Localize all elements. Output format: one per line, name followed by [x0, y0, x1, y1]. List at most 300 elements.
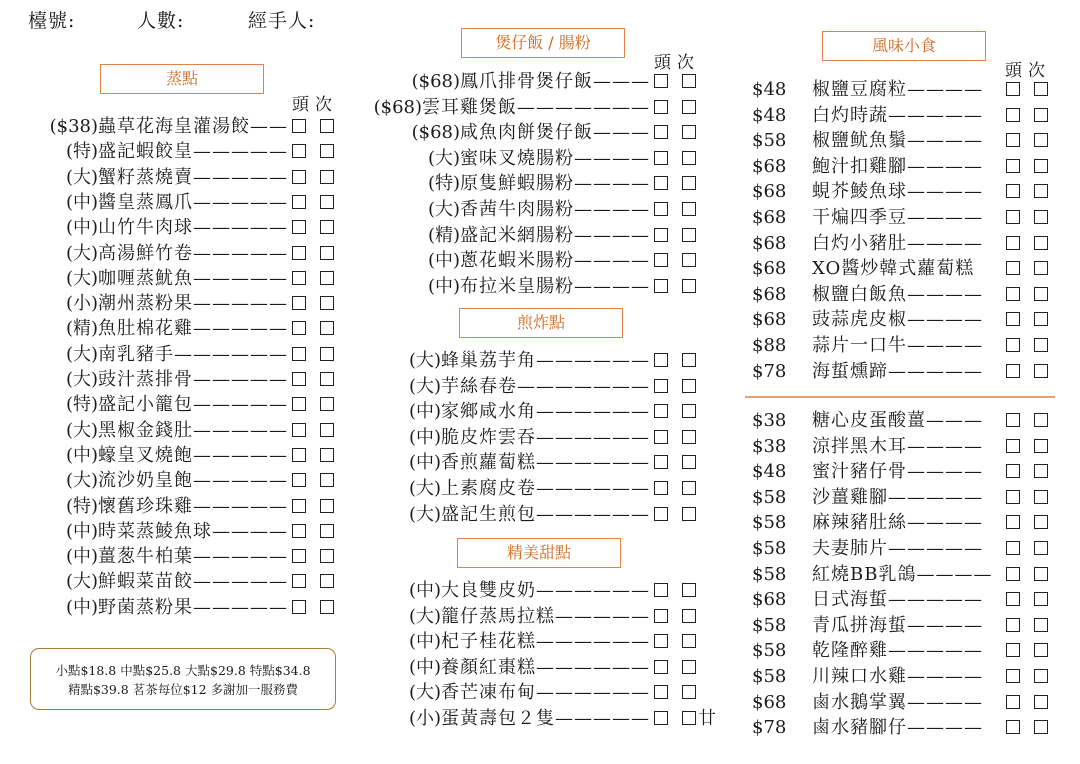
- first-round-checkbox[interactable]: [1006, 695, 1020, 709]
- table-number-label: 檯號:: [28, 10, 76, 32]
- menu-item: [752, 434, 1062, 459]
- menu-item-name: [812, 715, 983, 740]
- first-round-checkbox[interactable]: [1006, 133, 1020, 147]
- first-round-checkbox[interactable]: [654, 660, 668, 674]
- second-round-checkbox[interactable]: [682, 711, 696, 725]
- menu-item-text: [409, 655, 650, 680]
- menu-item: [366, 399, 706, 424]
- first-round-checkbox[interactable]: [292, 119, 306, 133]
- first-round-checkbox[interactable]: [1006, 261, 1020, 275]
- second-round-checkbox[interactable]: [1034, 541, 1048, 555]
- menu-item-name: 時菜蒸鯪魚球: [98, 520, 212, 542]
- first-round-checkbox[interactable]: [654, 125, 668, 139]
- first-round-checkbox[interactable]: [1006, 210, 1020, 224]
- menu-item-name: 鳳爪排骨煲仔飯: [460, 71, 593, 92]
- second-round-checkbox[interactable]: [1034, 643, 1048, 657]
- section-title-snacks: 風味小食: [822, 31, 986, 61]
- menu-item-name: 布拉米皇腸粉: [460, 275, 574, 297]
- menu-item-name-text: 蜆芥鯪魚球: [812, 181, 907, 203]
- menu-item: [366, 629, 706, 654]
- menu-item-prefix: (大): [408, 605, 441, 627]
- first-round-header: 頭: [292, 95, 315, 115]
- menu-item-text: [66, 367, 288, 392]
- menu-item-name-text: 紅燒BB乳鴿: [812, 563, 917, 585]
- menu-item: [28, 114, 348, 139]
- first-round-checkbox[interactable]: [654, 455, 668, 469]
- menu-item: [752, 282, 1062, 307]
- first-round-checkbox[interactable]: [292, 549, 306, 563]
- second-round-checkbox[interactable]: [1034, 236, 1048, 250]
- menu-item-prefix: ($68): [411, 122, 460, 144]
- menu-item-leader: —————: [193, 318, 288, 340]
- second-round-checkbox[interactable]: [1034, 592, 1048, 606]
- second-round-checkbox[interactable]: [682, 507, 696, 521]
- menu-item-leader: ————: [907, 435, 983, 457]
- first-round-checkbox[interactable]: [654, 151, 668, 165]
- menu-item-name: 豉汁蒸排骨: [98, 369, 193, 390]
- menu-item-name: 香芒凍布甸: [441, 682, 536, 704]
- menu-item-leader: —————: [193, 242, 288, 264]
- menu-item-text: [428, 146, 650, 171]
- first-round-checkbox[interactable]: [292, 246, 306, 260]
- menu-item: [752, 307, 1062, 332]
- menu-item-prefix: (大): [65, 267, 98, 289]
- second-round-checkbox[interactable]: [682, 404, 696, 418]
- second-round-checkbox[interactable]: [320, 321, 334, 335]
- first-round-checkbox[interactable]: [292, 347, 306, 361]
- second-round-checkbox[interactable]: [320, 246, 334, 260]
- second-round-checkbox[interactable]: [320, 119, 334, 133]
- first-round-checkbox[interactable]: [654, 634, 668, 648]
- menu-item-text: [66, 392, 288, 417]
- second-round-checkbox[interactable]: [1034, 669, 1048, 683]
- menu-item: [752, 408, 1062, 433]
- second-round-checkbox[interactable]: [1034, 108, 1048, 122]
- first-round-checkbox[interactable]: [1006, 338, 1020, 352]
- second-round-checkbox[interactable]: [320, 220, 334, 234]
- menu-item-price: $48: [752, 79, 787, 100]
- claypot-items-list: [366, 69, 706, 299]
- menu-item: [28, 569, 348, 594]
- first-round-checkbox[interactable]: [1006, 515, 1020, 529]
- menu-item-name-text: XO醬炒韓式蘿蔔糕: [812, 258, 975, 280]
- second-round-checkbox[interactable]: [320, 423, 334, 437]
- second-round-checkbox[interactable]: [682, 74, 696, 88]
- menu-item-leader: ——————: [536, 503, 650, 525]
- menu-item: [28, 418, 348, 443]
- menu-item-name: 咸魚肉餅煲仔飯: [460, 122, 593, 144]
- first-round-checkbox[interactable]: [654, 253, 668, 267]
- second-round-checkbox[interactable]: [320, 347, 334, 361]
- first-round-checkbox[interactable]: [654, 279, 668, 293]
- menu-item-leader: ——————: [536, 580, 650, 601]
- section-title-dessert: 精美甜點: [457, 538, 621, 568]
- second-round-checkbox[interactable]: [682, 253, 696, 267]
- menu-item-text: [409, 348, 650, 373]
- menu-item-leader: ——————: [174, 343, 288, 365]
- menu-item-name: [812, 613, 983, 638]
- menu-item-text: [428, 171, 650, 196]
- section-title-fried: 煎炸點: [459, 308, 623, 338]
- menu-item-text: [66, 215, 288, 240]
- menu-item-leader: —————: [193, 191, 288, 213]
- menu-item-leader: ——————: [536, 631, 650, 653]
- second-round-checkbox[interactable]: [1034, 159, 1048, 173]
- first-round-checkbox[interactable]: [292, 271, 306, 285]
- menu-item-prefix: (大): [65, 571, 98, 593]
- menu-item-price: $58: [752, 666, 787, 687]
- second-round-checkbox[interactable]: [320, 524, 334, 538]
- menu-item-name-text: 麻辣豬肚絲: [812, 512, 907, 534]
- menu-item-name-text: 乾隆醉雞: [812, 640, 888, 662]
- first-round-checkbox[interactable]: [1006, 618, 1020, 632]
- menu-item-text: [66, 241, 288, 266]
- menu-item-name: [812, 510, 983, 535]
- menu-item-name: 雲耳雞煲飯: [422, 96, 517, 118]
- second-round-checkbox[interactable]: [682, 685, 696, 699]
- second-round-checkbox[interactable]: [682, 609, 696, 623]
- menu-item-leader: ——————: [536, 426, 650, 448]
- first-round-checkbox[interactable]: [654, 228, 668, 242]
- second-round-checkbox[interactable]: [320, 144, 334, 158]
- first-round-checkbox[interactable]: [1006, 490, 1020, 504]
- menu-item-name: 流沙奶皇飽: [98, 470, 193, 492]
- second-round-checkbox[interactable]: [1034, 439, 1048, 453]
- second-round-checkbox[interactable]: [320, 549, 334, 563]
- menu-item-prefix: (中): [408, 631, 441, 653]
- second-round-checkbox[interactable]: [1034, 261, 1048, 275]
- menu-item-price: $48: [752, 461, 787, 483]
- second-round-checkbox[interactable]: [1034, 338, 1048, 352]
- menu-item-leader: —————: [193, 596, 288, 618]
- checkbox-headers-steamed: [292, 90, 338, 115]
- second-round-checkbox[interactable]: [1034, 133, 1048, 147]
- second-round-checkbox[interactable]: [1034, 210, 1048, 224]
- first-round-checkbox[interactable]: [1006, 159, 1020, 173]
- second-round-checkbox[interactable]: [682, 202, 696, 216]
- menu-item: [752, 536, 1062, 561]
- menu-item-name-text: 日式海蜇: [812, 589, 888, 611]
- menu-item-text: [66, 468, 288, 493]
- menu-item-prefix: (大): [408, 682, 441, 704]
- menu-item-text: [428, 274, 650, 299]
- menu-item-name: [812, 179, 983, 204]
- first-round-checkbox[interactable]: [1006, 364, 1020, 378]
- people-count-label: 人數:: [137, 10, 185, 32]
- first-round-checkbox[interactable]: [654, 379, 668, 393]
- first-round-checkbox[interactable]: [292, 220, 306, 234]
- menu-item-name: 蟹籽蒸燒賣: [98, 166, 193, 188]
- menu-item-leader: —————: [193, 546, 288, 568]
- menu-item-suffix: 廿: [698, 708, 716, 729]
- menu-item-price: $58: [752, 614, 787, 636]
- first-round-checkbox[interactable]: [292, 397, 306, 411]
- menu-item-prefix: (中): [65, 596, 98, 618]
- menu-item-leader: ————: [907, 283, 983, 305]
- first-round-checkbox[interactable]: [1006, 413, 1020, 427]
- first-round-checkbox[interactable]: [1006, 184, 1020, 198]
- first-round-checkbox[interactable]: [654, 74, 668, 88]
- menu-item-text: [66, 443, 288, 468]
- second-round-checkbox[interactable]: [1034, 515, 1048, 529]
- first-round-checkbox[interactable]: [654, 430, 668, 444]
- first-round-checkbox[interactable]: [292, 321, 306, 335]
- second-round-checkbox[interactable]: [682, 634, 696, 648]
- first-round-checkbox[interactable]: [654, 609, 668, 623]
- menu-item-leader: ————: [212, 520, 288, 542]
- menu-item-name: 蔥花蝦米腸粉: [460, 250, 574, 272]
- second-round-checkbox[interactable]: [682, 125, 696, 139]
- menu-item-leader: ————: [907, 666, 983, 687]
- second-round-checkbox[interactable]: [320, 271, 334, 285]
- second-round-header: 次: [1028, 61, 1051, 81]
- menu-item: [28, 266, 348, 291]
- first-round-checkbox[interactable]: [1006, 464, 1020, 478]
- second-round-checkbox[interactable]: [320, 574, 334, 588]
- menu-item-price: $38: [752, 435, 787, 457]
- menu-item-text: [66, 342, 288, 367]
- menu-item: [752, 510, 1062, 535]
- first-round-checkbox[interactable]: [654, 583, 668, 597]
- menu-item-price: $58: [752, 538, 787, 559]
- first-round-checkbox[interactable]: [292, 372, 306, 386]
- first-round-checkbox[interactable]: [1006, 82, 1020, 96]
- second-round-checkbox[interactable]: [1034, 413, 1048, 427]
- menu-item-leader: —————: [888, 486, 983, 508]
- first-round-checkbox[interactable]: [292, 448, 306, 462]
- menu-item-name-text: 椒鹽白飯魚: [812, 283, 907, 305]
- second-round-checkbox[interactable]: [320, 170, 334, 184]
- menu-item-leader: —————: [888, 104, 983, 126]
- first-round-checkbox[interactable]: [654, 685, 668, 699]
- second-round-checkbox[interactable]: [682, 100, 696, 114]
- handler-label: 經手人:: [248, 10, 316, 32]
- menu-item-name: [812, 408, 983, 433]
- menu-item-leader: —————: [193, 217, 288, 239]
- first-round-checkbox[interactable]: [654, 202, 668, 216]
- second-round-checkbox[interactable]: [320, 372, 334, 386]
- menu-item-name-text: 白灼時蔬: [812, 104, 888, 126]
- menu-item-prefix: (精): [427, 224, 460, 246]
- menu-item-text: [412, 69, 650, 94]
- menu-item-leader: ——————: [536, 452, 650, 474]
- second-round-checkbox[interactable]: [1034, 464, 1048, 478]
- menu-item-name: [812, 459, 983, 484]
- first-round-checkbox[interactable]: [1006, 439, 1020, 453]
- menu-item-prefix: (中): [408, 452, 441, 474]
- first-round-checkbox[interactable]: [1006, 643, 1020, 657]
- menu-item-name: 薑葱牛柏葉: [98, 546, 193, 568]
- menu-item-text: [66, 291, 288, 316]
- first-round-checkbox[interactable]: [292, 524, 306, 538]
- first-round-checkbox[interactable]: [1006, 312, 1020, 326]
- menu-item-text: [409, 450, 650, 475]
- first-round-checkbox[interactable]: [1006, 236, 1020, 250]
- second-round-checkbox[interactable]: [1034, 490, 1048, 504]
- menu-item: [28, 494, 348, 519]
- menu-item-leader: —————: [555, 708, 650, 729]
- menu-item: [366, 655, 706, 680]
- first-round-checkbox[interactable]: [1006, 567, 1020, 581]
- first-round-checkbox[interactable]: [292, 296, 306, 310]
- menu-item-text: [374, 95, 650, 120]
- menu-item: [366, 348, 706, 373]
- menu-item: [366, 248, 706, 273]
- menu-item-name: 醬皇蒸鳳爪: [98, 191, 193, 213]
- menu-item: [752, 256, 1062, 281]
- menu-item-name: [812, 77, 983, 102]
- menu-item-leader: ————: [907, 79, 983, 100]
- first-round-checkbox[interactable]: [654, 711, 668, 725]
- second-round-checkbox[interactable]: [1034, 82, 1048, 96]
- first-round-checkbox[interactable]: [654, 176, 668, 190]
- first-round-checkbox[interactable]: [292, 473, 306, 487]
- second-round-checkbox[interactable]: [682, 353, 696, 367]
- first-round-checkbox[interactable]: [292, 574, 306, 588]
- menu-item: [28, 443, 348, 468]
- menu-item-name-text: 干煸四季豆: [812, 207, 907, 228]
- menu-item-leader: —————: [193, 141, 288, 163]
- menu-item-prefix: (中): [427, 250, 460, 272]
- second-round-checkbox[interactable]: [1034, 287, 1048, 301]
- second-round-checkbox[interactable]: [682, 430, 696, 444]
- menu-item-leader: —————: [193, 267, 288, 289]
- menu-item-name: [812, 434, 983, 459]
- second-round-checkbox[interactable]: [682, 660, 696, 674]
- second-round-checkbox[interactable]: [682, 176, 696, 190]
- second-round-checkbox[interactable]: [682, 481, 696, 495]
- menu-item-price: $68: [752, 232, 787, 254]
- second-round-checkbox[interactable]: [1034, 312, 1048, 326]
- menu-item-name: [812, 256, 974, 281]
- second-round-checkbox[interactable]: [682, 228, 696, 242]
- menu-item-leader: ————: [907, 461, 983, 483]
- second-round-checkbox[interactable]: [1034, 364, 1048, 378]
- menu-item-text: [428, 197, 650, 222]
- second-round-checkbox[interactable]: [320, 195, 334, 209]
- menu-item-text: [66, 544, 288, 569]
- first-round-checkbox[interactable]: [654, 481, 668, 495]
- menu-item-leader: ————: [907, 335, 983, 356]
- second-round-checkbox[interactable]: [682, 151, 696, 165]
- menu-item-name: 香茜牛肉腸粉: [460, 199, 574, 220]
- menu-item-prefix: (大): [65, 166, 98, 188]
- menu-item-name: 鮮蝦菜苗餃: [98, 571, 193, 593]
- menu-item-name-text: 蒜片一口牛: [812, 335, 907, 356]
- menu-item-text: [409, 680, 650, 705]
- menu-item: [366, 450, 706, 475]
- first-round-checkbox[interactable]: [292, 423, 306, 437]
- snacks-group1-list: [752, 77, 1062, 382]
- menu-item: [752, 459, 1062, 484]
- menu-item-leader: ————: [907, 614, 983, 636]
- menu-item-name: 咖喱蒸魷魚: [98, 267, 193, 289]
- first-round-checkbox[interactable]: [292, 195, 306, 209]
- menu-item-text: [428, 248, 650, 273]
- second-round-checkbox[interactable]: [1034, 567, 1048, 581]
- second-round-checkbox[interactable]: [682, 279, 696, 293]
- menu-item: [752, 690, 1062, 715]
- menu-item-leader: —————: [193, 470, 288, 492]
- second-round-checkbox[interactable]: [682, 583, 696, 597]
- first-round-checkbox[interactable]: [292, 144, 306, 158]
- menu-item: [366, 476, 706, 501]
- menu-item-prefix: (大): [65, 343, 98, 365]
- menu-item-leader: —————: [193, 571, 288, 593]
- menu-item: [366, 425, 706, 450]
- menu-item: [366, 578, 706, 603]
- menu-item-text: [66, 595, 288, 620]
- first-round-checkbox[interactable]: [654, 353, 668, 367]
- second-round-checkbox[interactable]: [320, 397, 334, 411]
- second-round-checkbox[interactable]: [1034, 695, 1048, 709]
- first-round-checkbox[interactable]: [292, 600, 306, 614]
- menu-item-leader: ————: [907, 691, 983, 713]
- second-round-checkbox[interactable]: [682, 379, 696, 393]
- menu-item-prefix: (大): [65, 470, 98, 492]
- menu-item-name: 南乳豬手: [98, 343, 174, 365]
- second-round-checkbox[interactable]: [320, 296, 334, 310]
- first-round-checkbox[interactable]: [654, 100, 668, 114]
- menu-item-name-text: 鹵水鵝掌翼: [812, 691, 907, 713]
- menu-item-prefix: (大): [427, 199, 460, 220]
- menu-item: [28, 215, 348, 240]
- menu-item-leader: ————: [907, 181, 983, 203]
- second-round-checkbox[interactable]: [320, 600, 334, 614]
- menu-item: [28, 367, 348, 392]
- second-round-checkbox[interactable]: [1034, 184, 1048, 198]
- section-title-claypot: 煲仔飯 / 腸粉: [461, 28, 625, 58]
- first-round-header: 頭: [1005, 61, 1028, 81]
- menu-item-text: [409, 425, 650, 450]
- menu-item-leader: —————: [888, 640, 983, 662]
- second-round-checkbox[interactable]: [320, 499, 334, 513]
- first-round-checkbox[interactable]: [1006, 669, 1020, 683]
- menu-item-prefix: (大): [408, 503, 441, 525]
- first-round-checkbox[interactable]: [1006, 287, 1020, 301]
- menu-item: [28, 190, 348, 215]
- first-round-checkbox[interactable]: [292, 499, 306, 513]
- second-round-checkbox[interactable]: [1034, 720, 1048, 734]
- menu-item-name: 籠仔蒸馬拉糕: [441, 605, 555, 627]
- menu-item-leader: ————: [907, 717, 983, 739]
- menu-item: [752, 638, 1062, 663]
- menu-item-text: [66, 316, 288, 341]
- first-round-checkbox[interactable]: [1006, 108, 1020, 122]
- menu-item-text: [409, 604, 650, 629]
- first-round-checkbox[interactable]: [1006, 541, 1020, 555]
- first-round-checkbox[interactable]: [654, 404, 668, 418]
- first-round-checkbox[interactable]: [1006, 592, 1020, 606]
- first-round-checkbox[interactable]: [292, 170, 306, 184]
- first-round-checkbox[interactable]: [1006, 720, 1020, 734]
- second-round-checkbox[interactable]: [682, 455, 696, 469]
- menu-item-name: [812, 587, 983, 612]
- menu-item-leader: ———: [926, 410, 983, 431]
- first-round-checkbox[interactable]: [654, 507, 668, 521]
- second-round-checkbox[interactable]: [320, 473, 334, 487]
- menu-item: [366, 502, 706, 527]
- menu-item-leader: ——: [250, 116, 288, 137]
- menu-item-price: $58: [752, 130, 787, 152]
- menu-item-text: [66, 494, 288, 519]
- menu-item: [752, 613, 1062, 638]
- second-round-checkbox[interactable]: [320, 448, 334, 462]
- menu-item: [752, 154, 1062, 179]
- second-round-checkbox[interactable]: [1034, 618, 1048, 632]
- menu-item-text: [409, 476, 650, 501]
- menu-item-leader: ————: [574, 173, 650, 195]
